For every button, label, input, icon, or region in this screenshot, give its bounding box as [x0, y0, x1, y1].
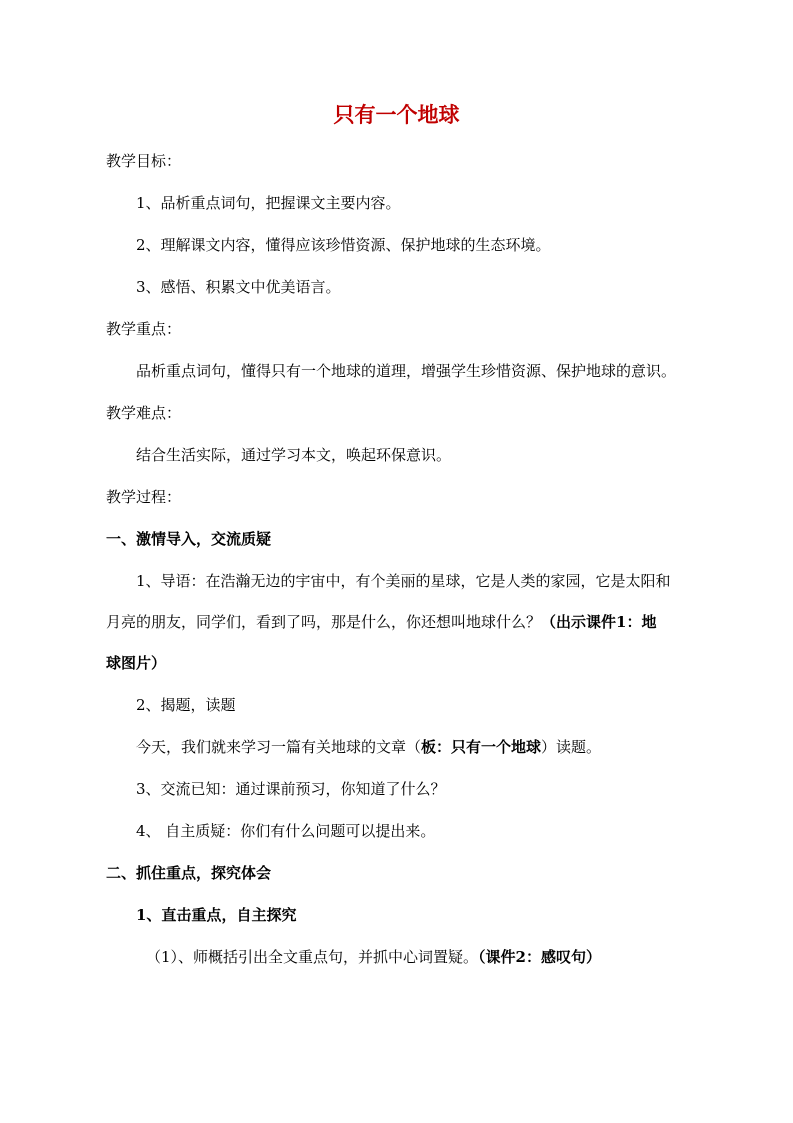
intro-paragraph-line-2 [106, 611, 766, 633]
difficulty-text: 结合生活实际，通过学习本文，唤起环保意识。 [136, 446, 452, 464]
intro-paragraph-line-3: 球图片） [106, 654, 167, 672]
reveal-text-end: ）读题。 [541, 738, 602, 756]
subsection-heading-1: 1、直击重点，自主探究 [136, 906, 297, 924]
self-question-text: 4、 自主质疑：你们有什么问题可以提出来。 [136, 822, 436, 840]
intro-text: 月亮的朋友，同学们，看到了吗，那是什么，你还想叫地球什么？ [106, 613, 542, 631]
section-heading-1: 一、激情导入，交流质疑 [106, 530, 272, 548]
objective-item-3: 3、感悟、积累文中优美语言。 [136, 278, 341, 296]
step-1-text [146, 946, 766, 968]
process-heading: 教学过程： [106, 488, 182, 506]
key-points-text: 品析重点词句，懂得只有一个地球的道理，增强学生珍惜资源、保护地球的意识。 [136, 362, 677, 380]
reveal-title-text [136, 736, 776, 758]
exchange-known-text: 3、交流已知：通过课前预习，你知道了什么？ [136, 780, 446, 798]
objective-item-2: 2、理解课文内容，懂得应该珍惜资源、保护地球的生态环境。 [136, 236, 551, 254]
courseware-note-2: （课件2：感叹句） [478, 948, 601, 966]
intro-paragraph-line-1: 1、导语：在浩瀚无边的宇宙中，有个美丽的星球，它是人类的家园，它是太阳和 [136, 572, 671, 590]
difficulty-heading: 教学难点： [106, 404, 182, 422]
board-note: 板：只有一个地球 [421, 738, 542, 756]
section-heading-2: 二、抓住重点，探究体会 [106, 864, 272, 882]
step-1-plain: （1）、师概括引出全文重点句，并抓中心词置疑。 [146, 948, 479, 966]
courseware-note-1: （出示课件1：地 [541, 613, 657, 631]
reveal-text-start: 今天，我们就来学习一篇有关地球的文章（ [136, 738, 422, 756]
objective-item-1: 1、品析重点词句，把握课文主要内容。 [136, 194, 401, 212]
reveal-title-heading: 2、揭题，读题 [136, 696, 236, 714]
document-title: 只有一个地球 [333, 102, 460, 127]
key-points-heading: 教学重点： [106, 320, 182, 338]
objectives-heading: 教学目标： [106, 152, 182, 170]
